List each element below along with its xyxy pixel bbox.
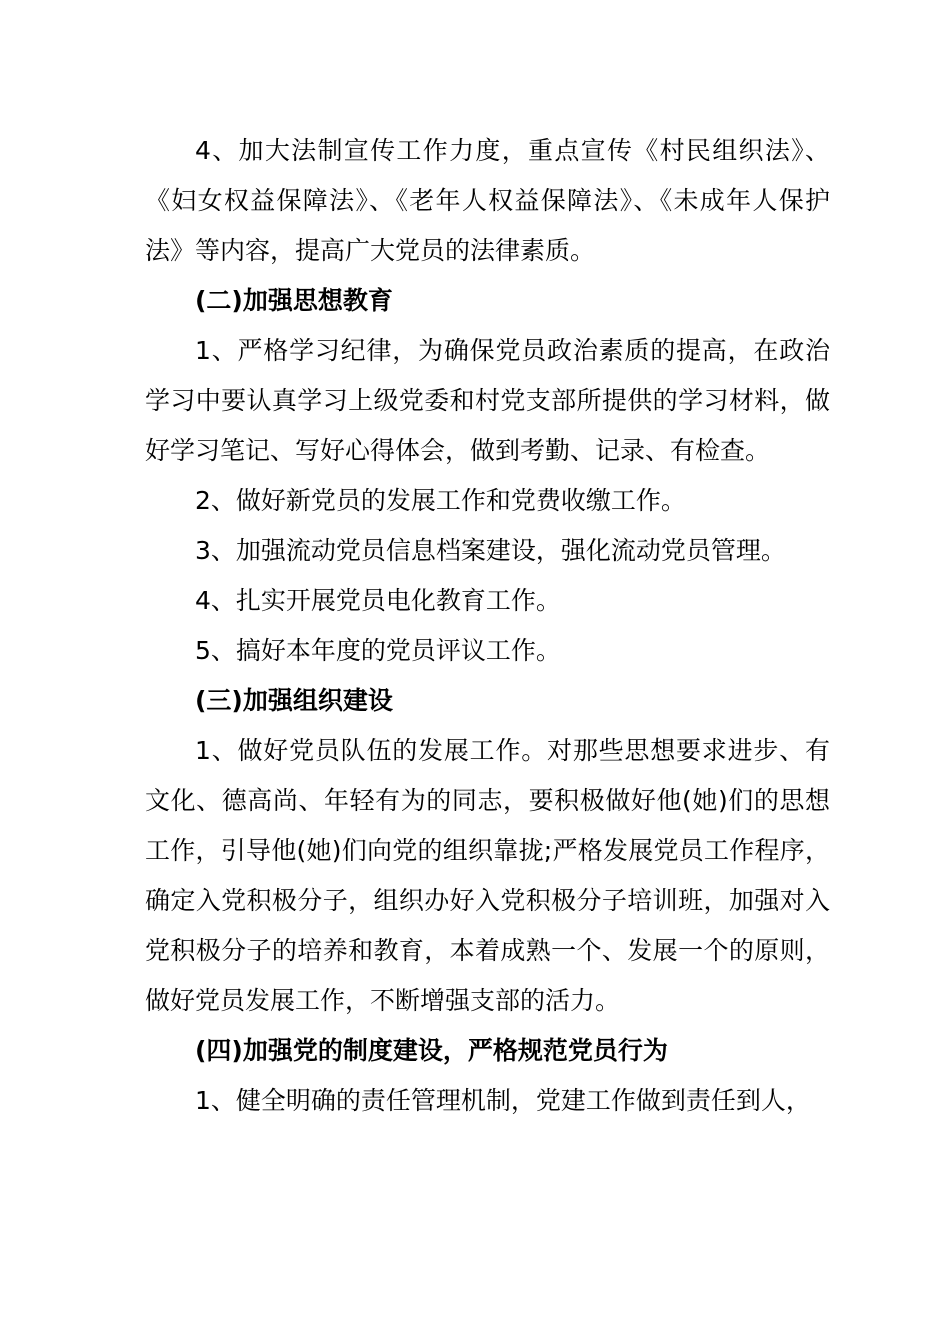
paragraph-member-evaluation: 5、搞好本年度的党员评议工作。 (195, 636, 561, 665)
paragraph-law-publicity: 4、加大法制宣传工作力度，重点宣传《村民组织法》、《妇女权益保障法》、《老年人权益保障法》、《未成年人保护法》等内容，提高广大党员的法律素质。 (145, 136, 830, 265)
document-body (145, 126, 830, 1126)
paragraph-electronic-education: 4、扎实开展党员电化教育工作。 (195, 586, 561, 615)
heading-system-building: (四)加强党的制度建设，严格规范党员行为 (195, 1036, 668, 1065)
heading-ideological-education: (二)加强思想教育 (195, 286, 393, 315)
heading-organization-building: (三)加强组织建设 (195, 686, 393, 715)
paragraph-study-discipline: 1、严格学习纪律，为确保党员政治素质的提高，在政治学习中要认真学习上级党委和村党支部所提供的学习材料，做好学习笔记、写好心得体会，做到考勤、记录、有检查。 (145, 336, 830, 465)
paragraph-responsibility-mechanism: 1、健全明确的责任管理机制，党建工作做到责任到人， (195, 1086, 811, 1115)
paragraph-mobile-members: 3、加强流动党员信息档案建设，强化流动党员管理。 (195, 536, 786, 565)
paragraph-member-development: 1、做好党员队伍的发展工作。对那些思想要求进步、有文化、德高尚、年轻有为的同志，要积极做好他(她)们的思想工作，引导他(她)们向党的组织靠拢;严格发展党员工作程序，确定入党积极分子，组织办好入党积极分子培训班，加强对入党积极分子的培养和教育，本着成熟一个、发展一个的原则，做好党员发展工作，不断增强支部的活力。 (145, 736, 830, 1015)
paragraph-new-members: 2、做好新党员的发展工作和党费收缴工作。 (195, 486, 686, 515)
